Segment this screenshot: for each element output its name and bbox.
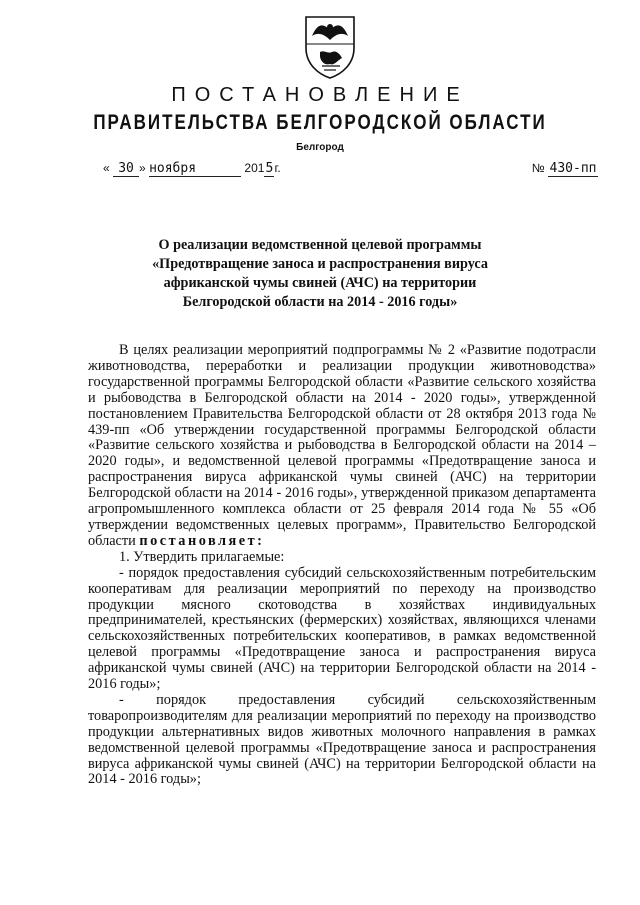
date-month: ноября: [149, 161, 241, 177]
heading-line: «Предотвращение заноса и распространения вируса: [152, 256, 488, 272]
bullet-paragraph: - порядок предоставления субсидий сельскохозяйственным потребительским кооперативам для реализации мероприятий по переходу на производство продукции мясного скотоводства в хозяйствах индивидуальных предпринимателей, крестьянских (фермерских) хозяйствах, являющихся членами сельскохозяйственных потребительских кооперативов, в рамках ведомственной целевой программы «Предотвращение заноса и распространения вируса африканской чумы свиней (АЧС) на территории Белгородской области на 2014 - 2016 годы»;: [88, 564, 596, 693]
date-close-quote: »: [139, 161, 146, 175]
decree-heading: [120, 236, 520, 312]
heading-line: О реализации ведомственной целевой программы: [158, 237, 482, 253]
date-year-suffix: 5: [265, 161, 274, 176]
city-name: Белгород: [296, 142, 344, 153]
decree-body: [88, 343, 596, 788]
bullet-paragraph: - порядок предоставления субсидий сельскохозяйственным товаропроизводителям для реализации мероприятий по переходу на производство продукции альтернативных видов животных молочного направления в рамках ведомственной целевой программы «Предотвращение заноса и распространения вируса африканской чумы свиней (АЧС) на территории Белгородской области на 2014 - 2016 годы»;: [88, 691, 596, 788]
issuing-authority: ПРАВИТЕЛЬСТВА БЕЛГОРОДСКОЙ ОБЛАСТИ: [93, 110, 547, 134]
decree-keyword: постановляет:: [139, 532, 265, 549]
number-value: 430-пп: [549, 161, 597, 176]
heading-line: Белгородской области на 2014 - 2016 годы»: [182, 294, 458, 310]
number-label: №: [531, 161, 545, 175]
document-type-title: ПОСТАНОВЛЕНИЕ: [171, 84, 469, 106]
date-year-prefix: 201: [244, 161, 265, 175]
preamble-text: В целях реализации мероприятий подпрограммы № 2 «Развитие подотрасли животноводства, переработки и реализации продукции животноводства» государственной программы Белгородской области «Развитие сельского хозяйства и рыбоводства в Белгородской области на 2014 - 2020 годы», утвержденной постановлением Правительства Белгородской области от 28 октября 2013 года № 439-пп «Об утверждении государственной программы Белгородской области «Развитие сельского хозяйства и рыбоводства в Белгородской области на 2014 – 2020 годы», и ведомственной целевой программы «Предотвращение заноса и распространения вируса африканской чумы свиней (АЧС) на территории Белгородской области на 2014 - 2016 годы», утвержденной приказом департамента агропромышленного комплекса области от 25 февраля 2014 года № 55 «Об утверждении ведомственных целевых программ», Правительство Белгородской области: [88, 342, 596, 549]
date-number-line: [103, 161, 598, 181]
date-day: 30: [113, 161, 139, 177]
heading-line: африканской чумы свиней (АЧС) на территории: [163, 275, 477, 291]
decree-number: [532, 161, 598, 177]
belgorod-coat-of-arms-icon: [302, 14, 358, 80]
preamble-paragraph: [88, 343, 596, 550]
date-open-quote: «: [103, 161, 110, 175]
item-1: 1. Утвердить прилагаемые:: [119, 548, 285, 565]
date-year-end: г.: [274, 161, 281, 175]
decree-date: [103, 161, 281, 177]
